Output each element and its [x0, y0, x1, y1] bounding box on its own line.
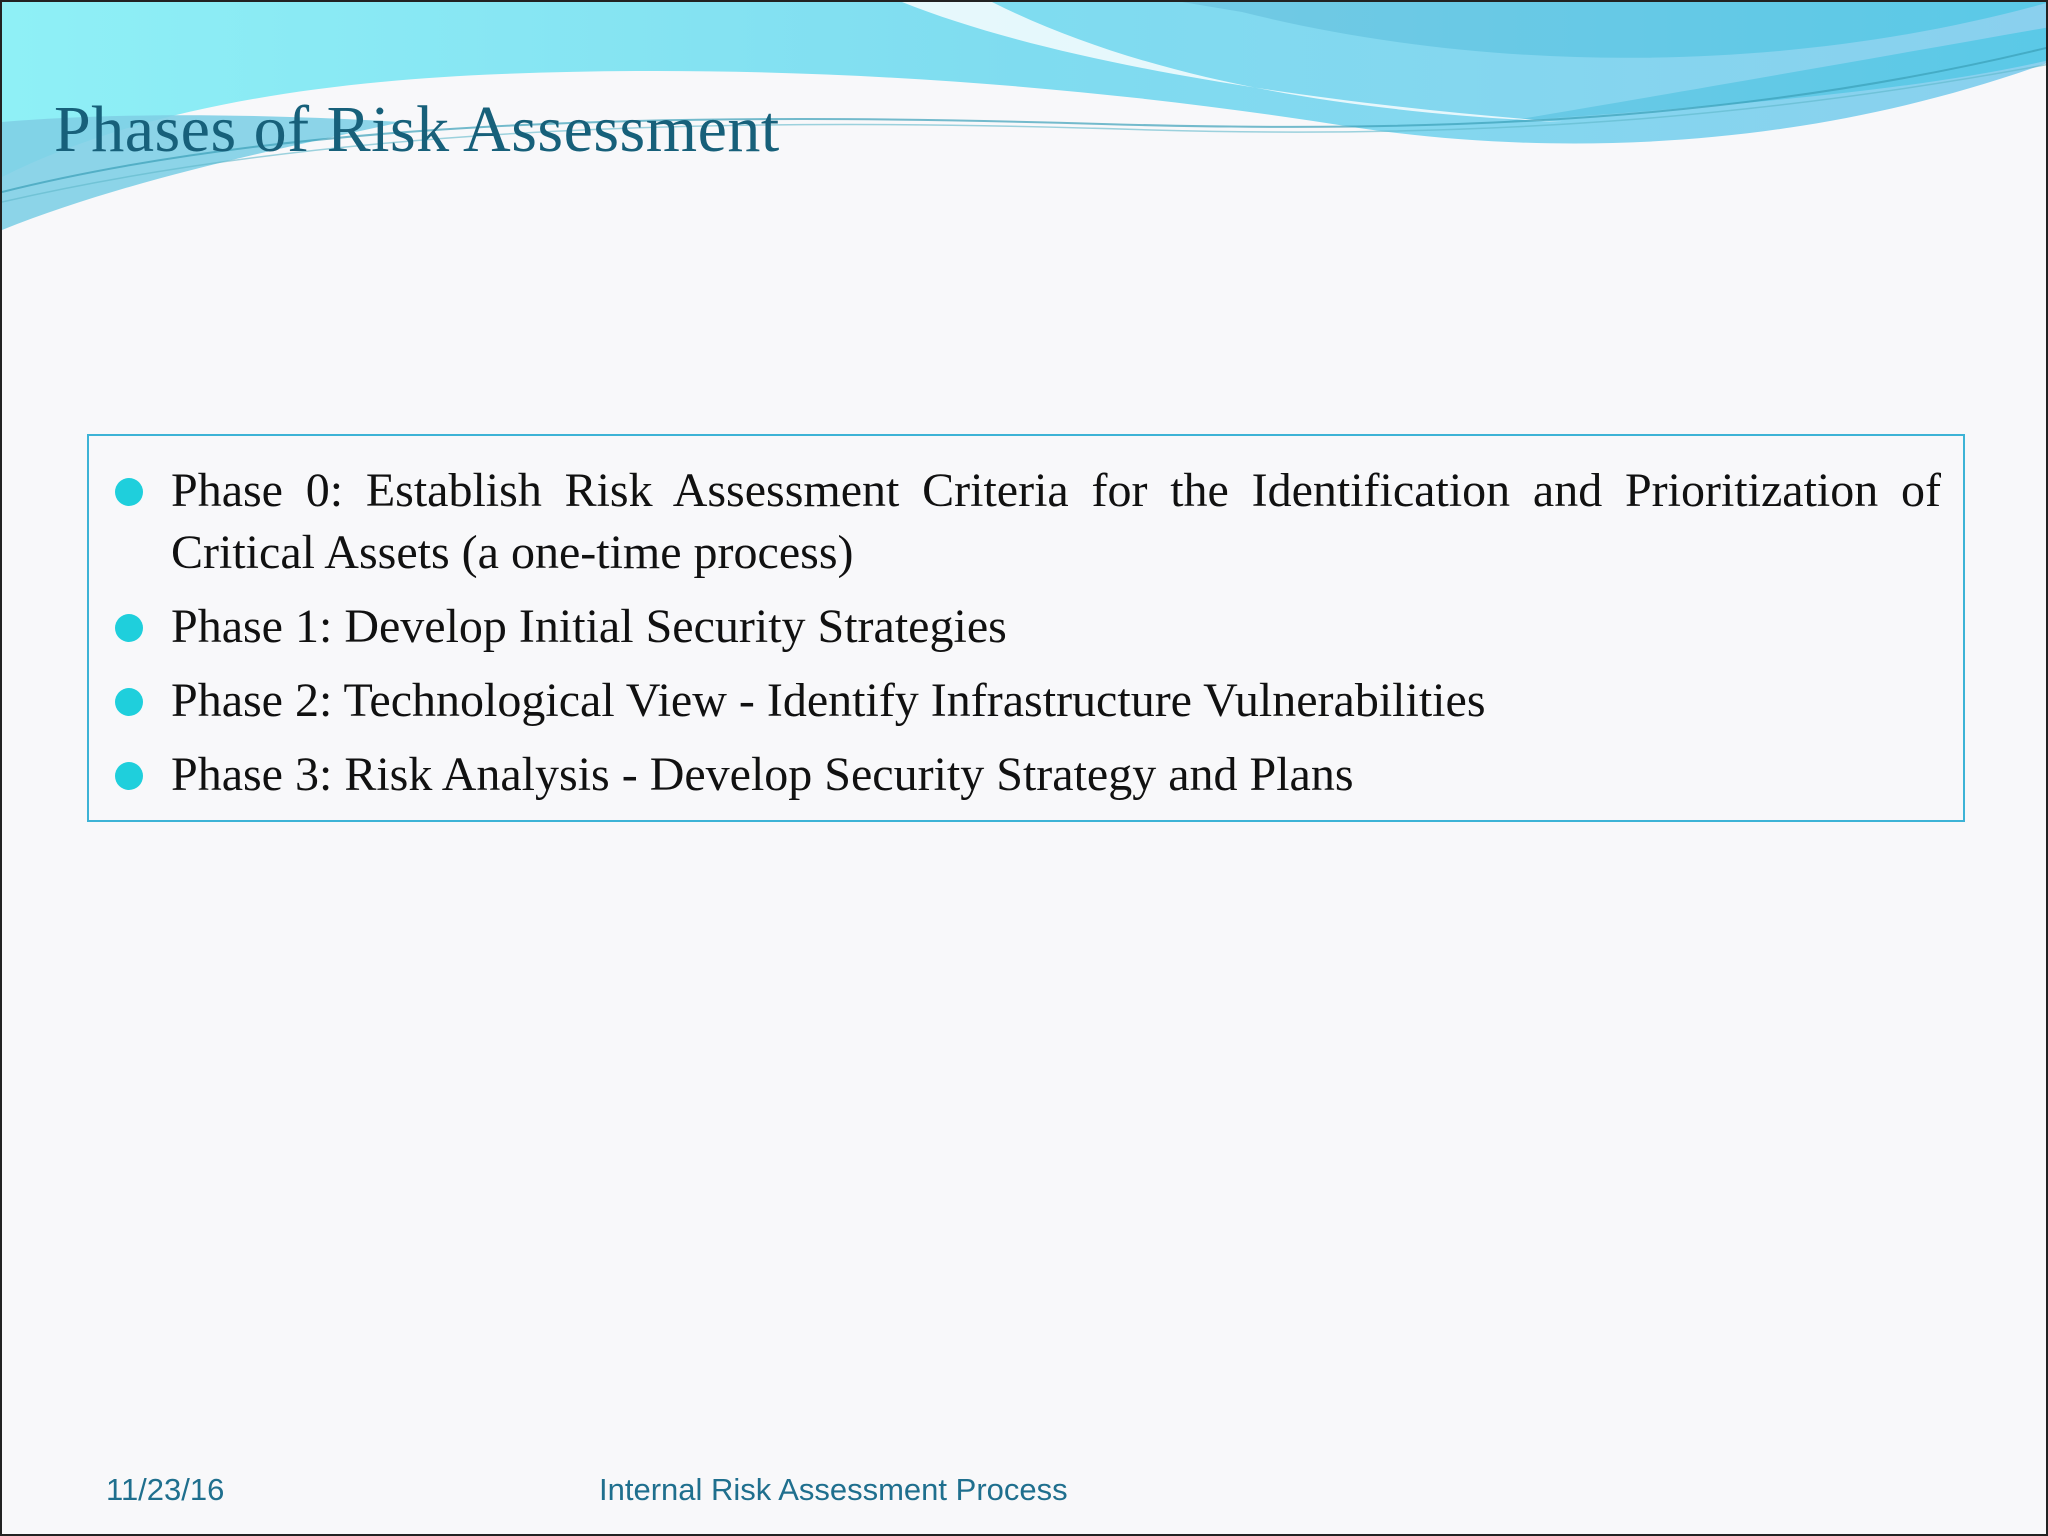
- bullet-item-phase-2: [111, 670, 1941, 732]
- content-box: [87, 434, 1965, 822]
- bullet-text: Phase 3: Risk Analysis - Develop Security Strategy and Plans: [171, 748, 1354, 801]
- bullet-dot-icon: [115, 688, 143, 716]
- bullet-list: [111, 460, 1941, 806]
- bullet-text: Phase 0: Establish Risk Assessment Criteria for the Identification and Prioritization of Critical Assets (a one-time process): [171, 464, 1941, 579]
- bullet-item-phase-3: [111, 744, 1941, 806]
- bullet-dot-icon: [115, 614, 143, 642]
- footer-presentation-title: Internal Risk Assessment Process: [599, 1472, 1068, 1507]
- bullet-dot-icon: [115, 762, 143, 790]
- bullet-text: Phase 2: Technological View - Identify Infrastructure Vulnerabilities: [171, 674, 1486, 727]
- bullet-dot-icon: [115, 478, 143, 506]
- slide-title: Phases of Risk Assessment: [54, 93, 780, 166]
- bullet-text: Phase 1: Develop Initial Security Strategies: [171, 600, 1007, 653]
- footer-date: 11/23/16: [106, 1472, 225, 1507]
- bullet-item-phase-1: [111, 596, 1941, 658]
- bullet-item-phase-0: [111, 460, 1941, 584]
